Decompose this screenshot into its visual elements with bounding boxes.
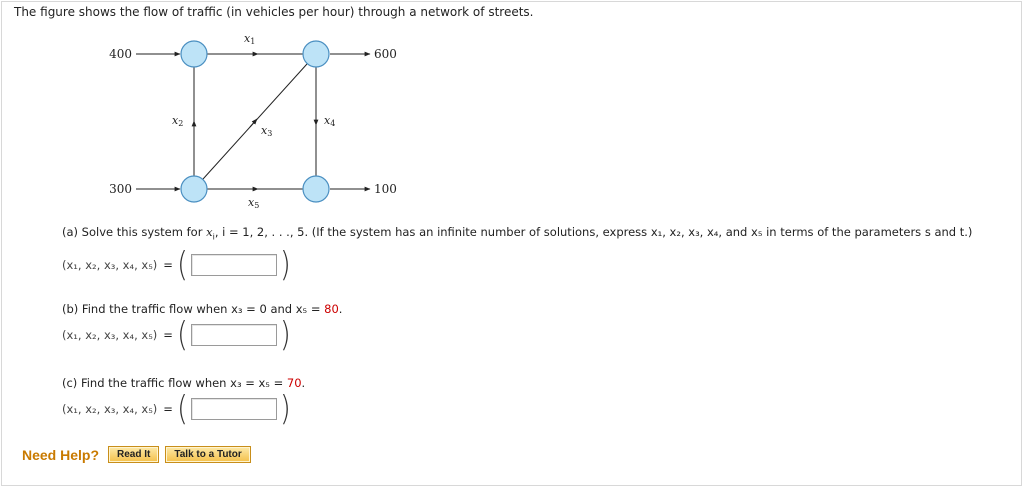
outflow-bottom-right-label: 100 [374, 182, 397, 196]
right-paren: ) [279, 388, 291, 429]
outflow-top-right-label: 600 [374, 47, 397, 61]
read-it-button[interactable]: Read It [108, 446, 159, 463]
intersection-bottom-left [181, 176, 207, 202]
part-b-tuple-label: (x₁, x₂, x₃, x₄, x₅) [62, 328, 158, 342]
part-b-answer-row [62, 314, 291, 355]
traffic-network-diagram [100, 28, 440, 220]
variable-x2-label: x2 [172, 114, 184, 128]
variable-x1-label: x1 [244, 32, 256, 46]
part-a-tuple-label: (x₁, x₂, x₃, x₄, x₅) [62, 258, 158, 272]
part-b-prompt: (b) Find the traffic flow when x₃ = 0 and x₅ = 80. [62, 302, 343, 316]
inflow-bottom-left-label: 300 [109, 182, 132, 196]
part-c-tuple-label: (x₁, x₂, x₃, x₄, x₅) [62, 402, 158, 416]
part-c-prompt: (c) Find the traffic flow when x₃ = x₅ = 70. [62, 376, 306, 390]
right-paren: ) [279, 314, 291, 355]
variable-x5-label: x5 [248, 196, 260, 210]
intersection-bottom-right [303, 176, 329, 202]
left-paren: ( [176, 244, 188, 285]
part-c-answer-row [62, 388, 291, 429]
arrow-x3 [250, 119, 257, 127]
part-c-equals: = [163, 402, 173, 416]
part-a-equals: = [163, 258, 173, 272]
left-paren: ( [176, 388, 188, 429]
part-a-prompt: (a) Solve this system for $x_i$, i = 1, 2, . . ., 5. (If the system has an infinite number of solutions, express x₁, x₂, x₃, x₄, and x₅ in terms of the parameters s and t.) [62, 225, 973, 242]
part-a-answer-input[interactable] [191, 254, 277, 276]
help-bar [22, 446, 257, 463]
left-paren: ( [176, 314, 188, 355]
talk-to-tutor-button[interactable]: Talk to a Tutor [165, 446, 250, 463]
question-intro: The figure shows the flow of traffic (in vehicles per hour) through a network of streets. [14, 5, 534, 19]
variable-x4-label: x4 [324, 114, 336, 128]
part-b-answer-input[interactable] [191, 324, 277, 346]
right-paren: ) [279, 244, 291, 285]
need-help-label: Need Help? [22, 446, 100, 463]
variable-x3-label: x3 [261, 124, 273, 138]
part-a-answer-row [62, 244, 291, 285]
inflow-top-left-label: 400 [109, 47, 132, 61]
part-c-answer-input[interactable] [191, 398, 277, 420]
intersection-top-right [303, 41, 329, 67]
intersection-top-left [181, 41, 207, 67]
part-b-equals: = [163, 328, 173, 342]
